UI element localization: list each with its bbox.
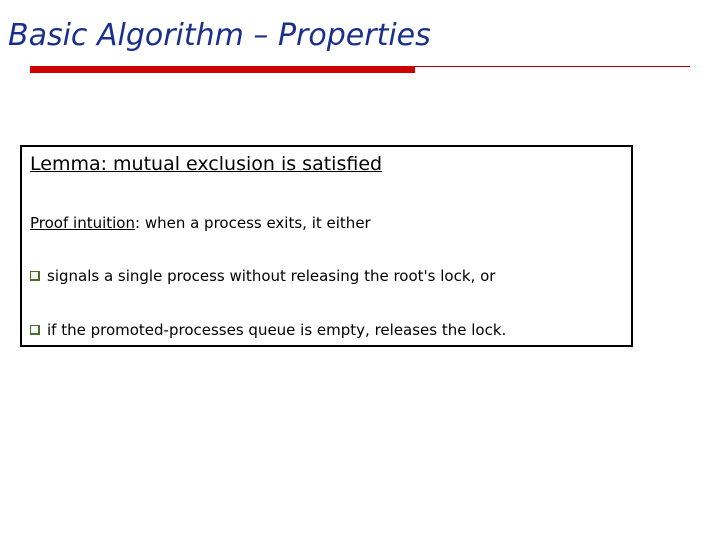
square-bullet-icon <box>30 325 40 335</box>
slide-title: Basic Algorithm – Properties <box>8 18 431 53</box>
lemma-box <box>20 145 633 347</box>
proof-intuition-line <box>30 214 371 232</box>
title-underline-accent <box>30 66 415 73</box>
bullet-item-signal <box>30 267 495 285</box>
bullet-text: if the promoted-processes queue is empty, releases the lock. <box>47 321 507 339</box>
bullet-text: signals a single process without releasing the root's lock, or <box>47 267 496 285</box>
bullet-item-release <box>30 321 506 339</box>
proof-intuition-text: : when a process exits, it either <box>135 214 371 232</box>
proof-intuition-label: Proof intuition <box>30 214 135 232</box>
lemma-heading: Lemma: mutual exclusion is satisfied <box>30 153 383 175</box>
square-bullet-icon <box>30 271 40 281</box>
